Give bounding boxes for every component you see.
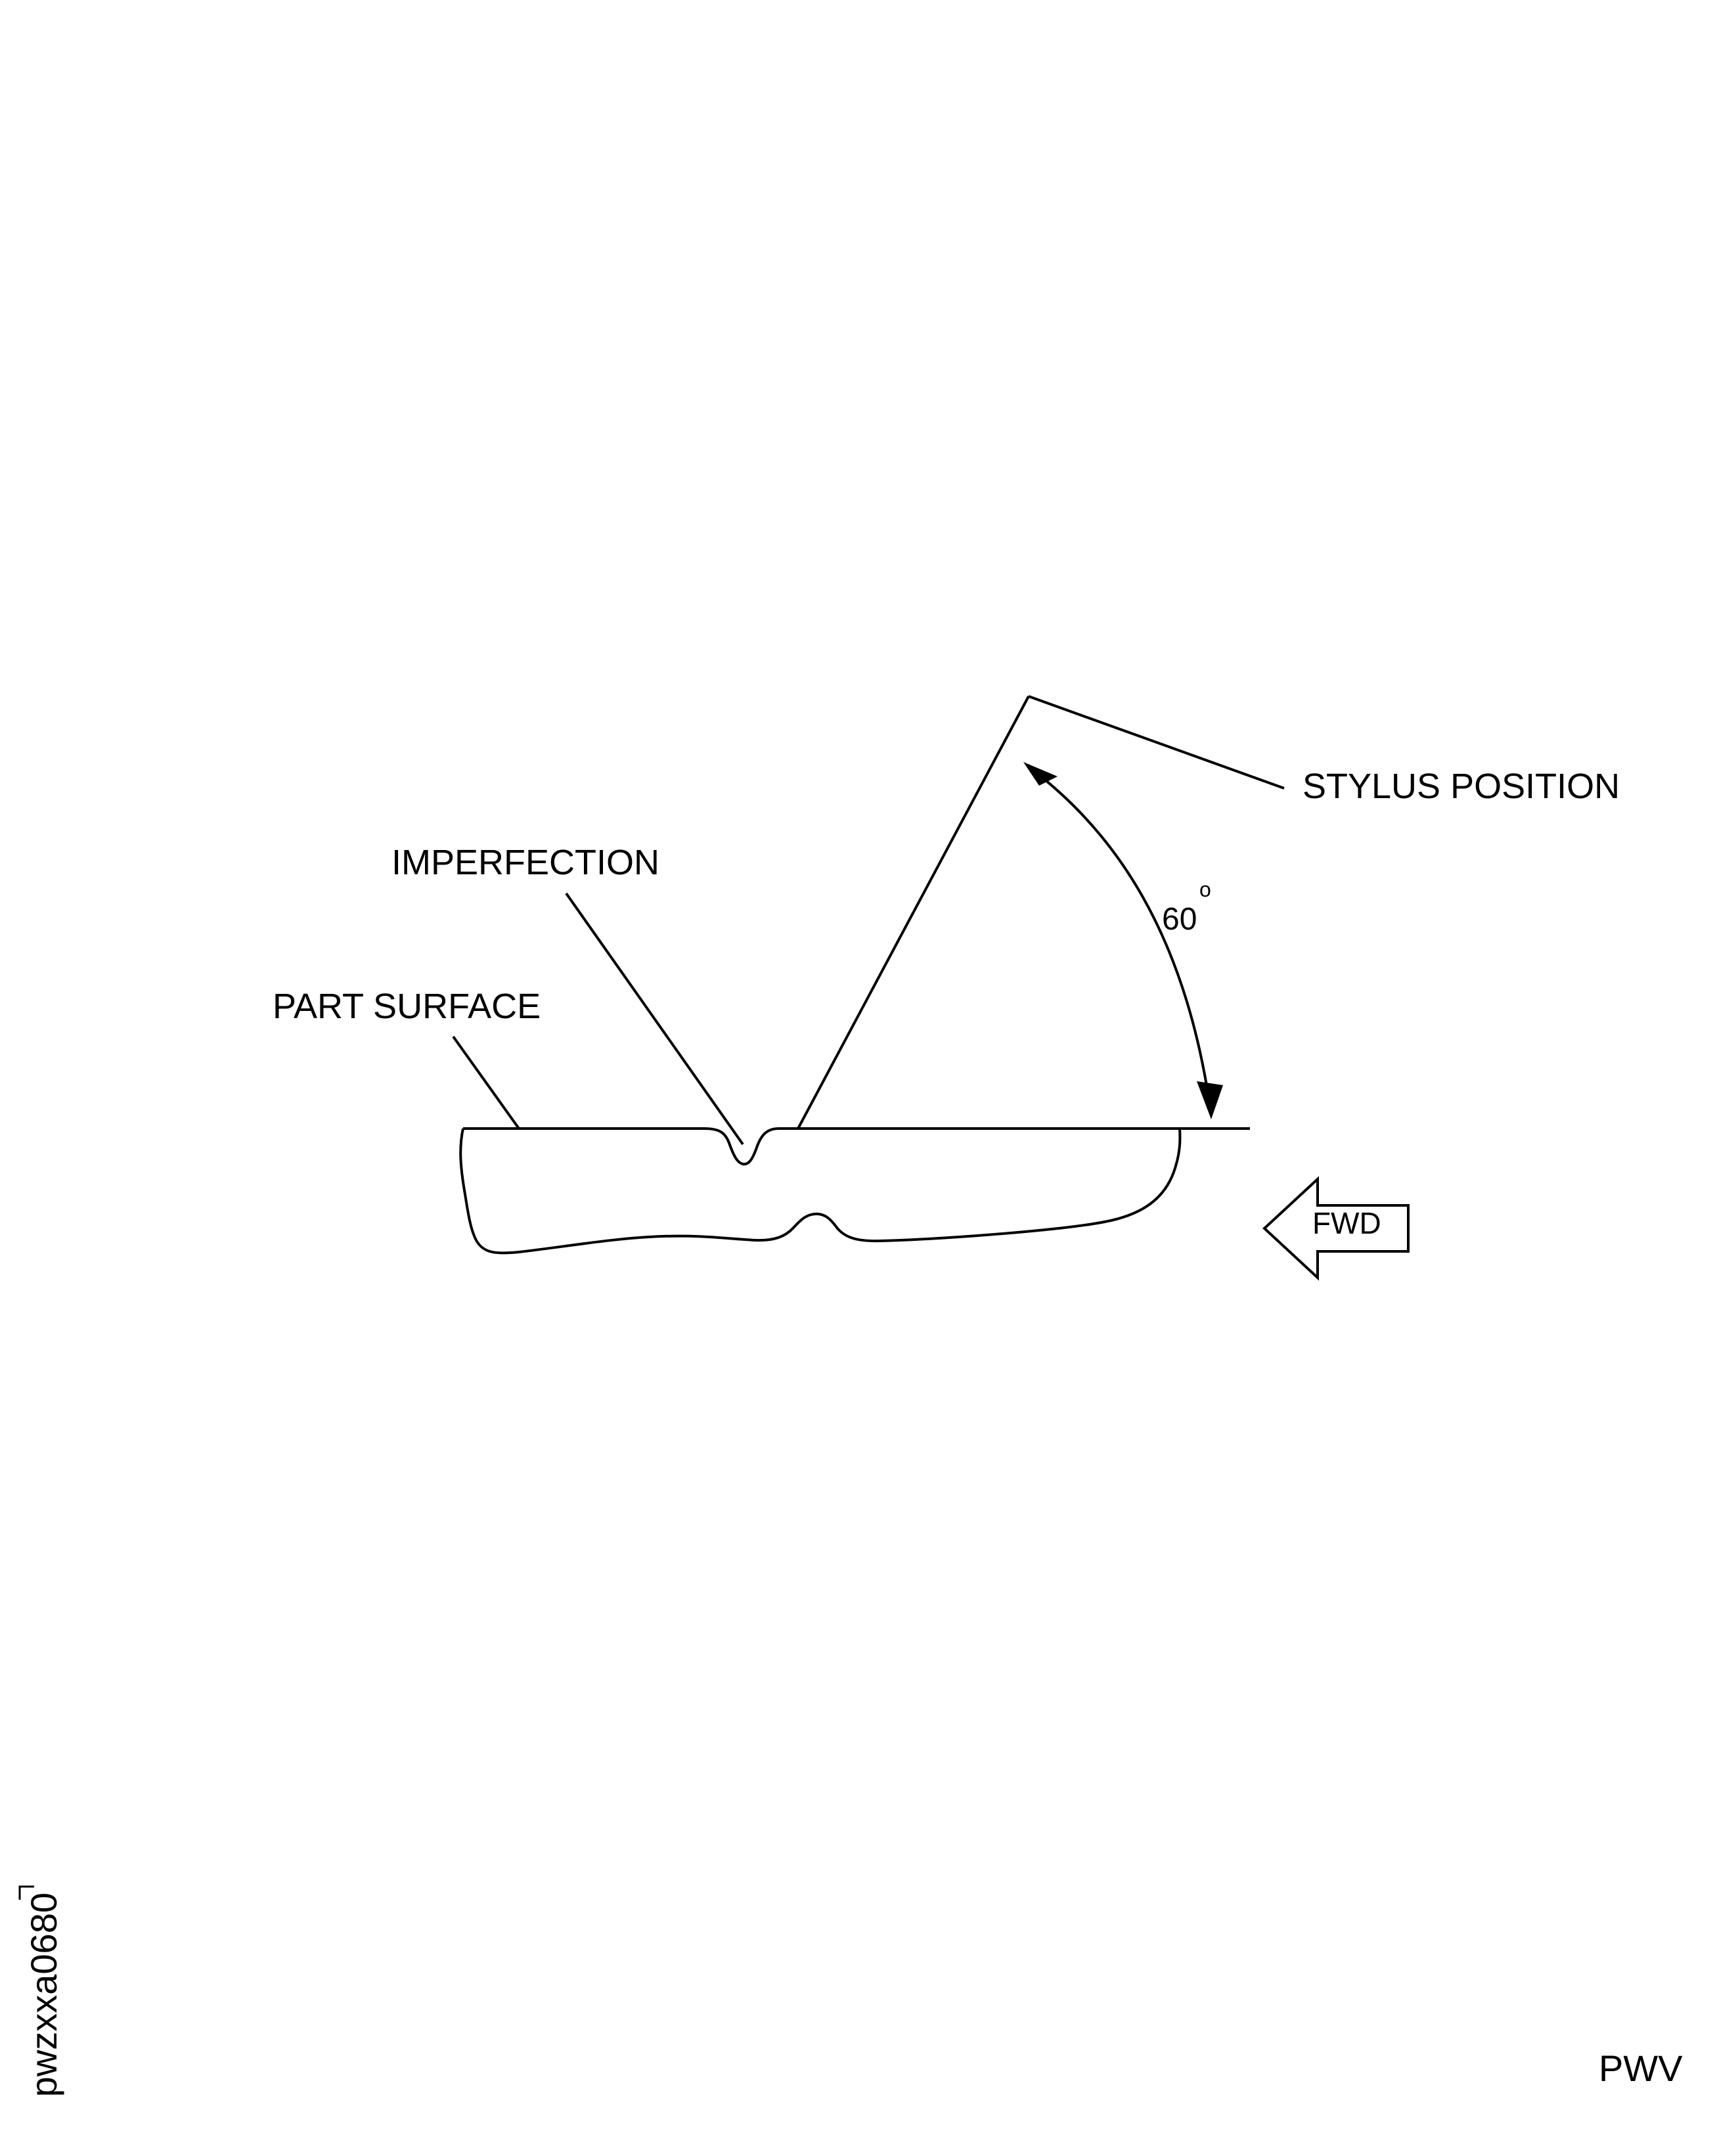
angle-arc-arrowhead-top	[1023, 762, 1057, 786]
label-stylus-position: STYLUS POSITION	[1302, 767, 1620, 806]
label-imperfection: IMPERFECTION	[391, 843, 660, 882]
stylus-line	[798, 696, 1029, 1129]
leader-line-imperfection	[566, 893, 743, 1144]
label-fwd: FWD	[1312, 1206, 1381, 1240]
label-angle-degree-symbol: o	[1199, 878, 1211, 901]
label-page-code: PWV	[1599, 2048, 1683, 2089]
part-cross-section-outline	[463, 1129, 1250, 1164]
label-figure-id: pwzxxa0680	[23, 1892, 64, 2097]
leader-line-part-surface	[453, 1037, 519, 1129]
label-angle-value: 60	[1162, 902, 1197, 937]
label-part-surface: PART SURFACE	[273, 987, 541, 1026]
angle-arc-arrowhead-bottom	[1197, 1081, 1223, 1119]
leader-line-stylus-position	[1029, 696, 1284, 788]
part-body-outline	[460, 1129, 1180, 1253]
